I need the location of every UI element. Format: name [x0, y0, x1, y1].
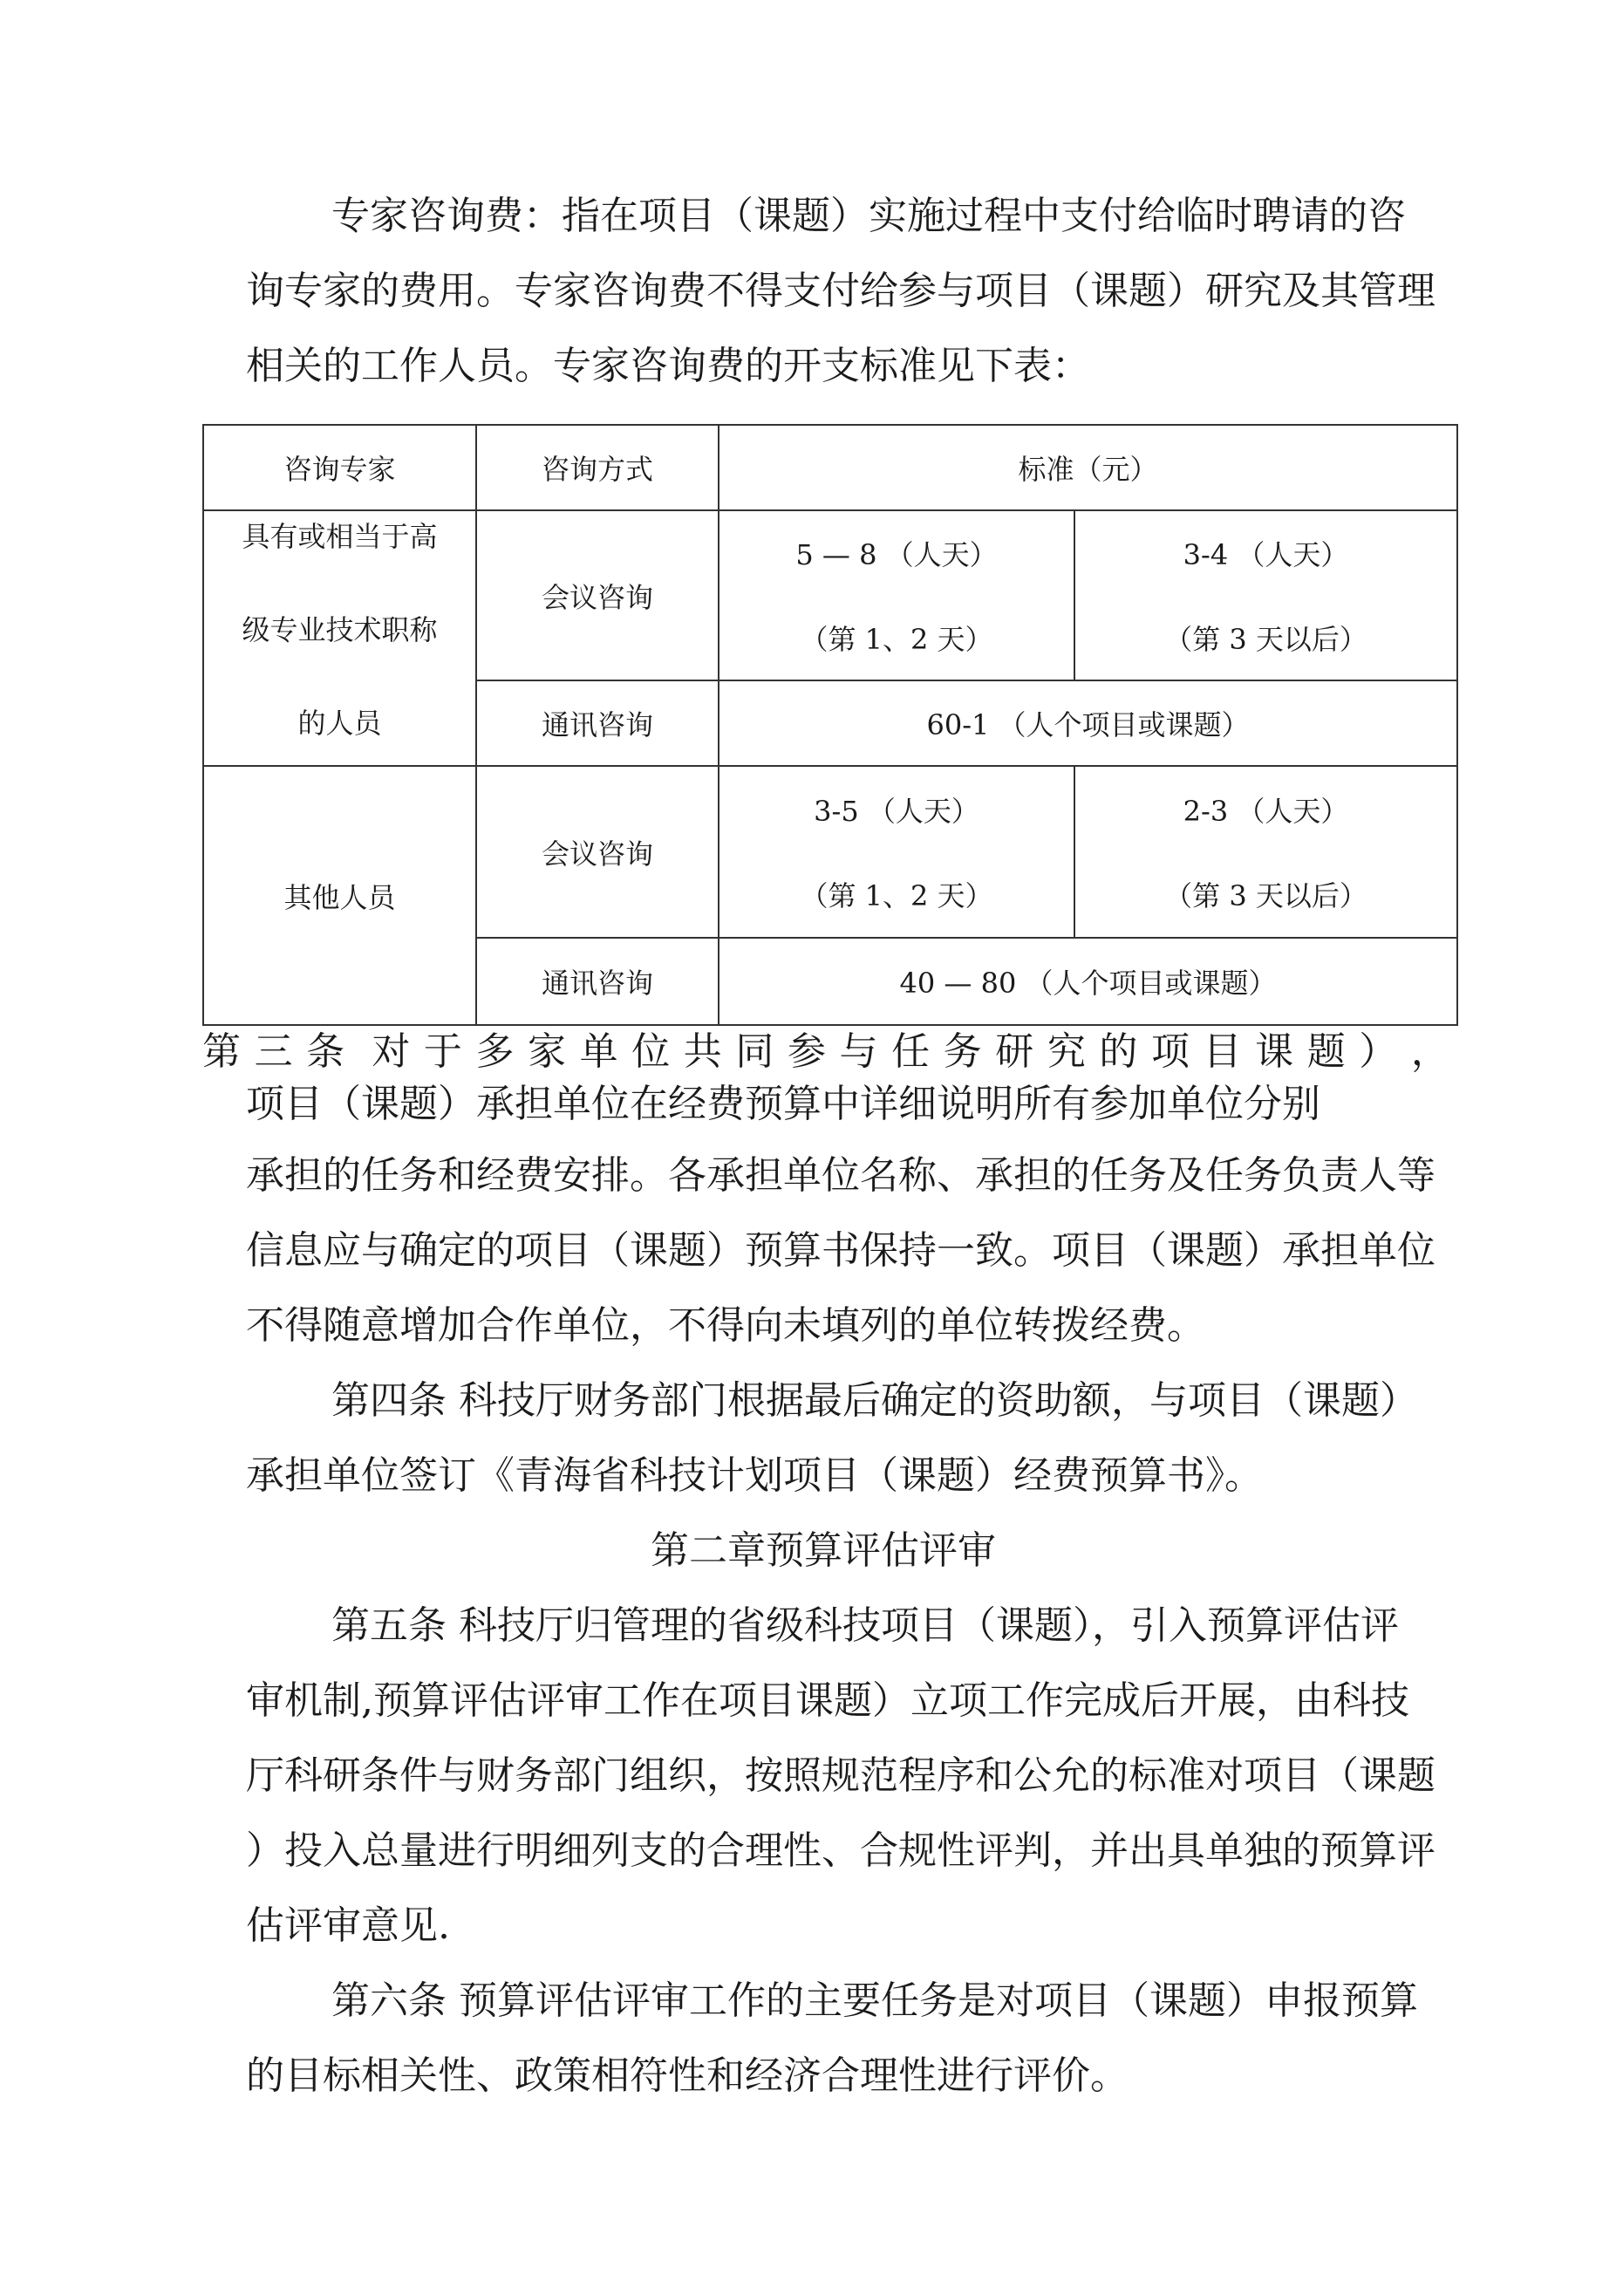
art3-char: 题 — [1306, 1029, 1346, 1074]
art3-char: 第 — [202, 1029, 241, 1074]
art3-char: 任 — [891, 1029, 931, 1074]
article-5-line-3: 厅科研条件与财务部门组织，按照规范程序和公允的标准对项目（课题 — [246, 1753, 1435, 1798]
art3-char: 究 — [1047, 1029, 1086, 1074]
header-expert: 咨询专家 — [203, 425, 476, 510]
other-meeting-first-note: （第 1、2 天） — [800, 879, 993, 913]
other-comm-value: 40 — 80 （人个项目或课题） — [719, 938, 1457, 1025]
art3-char: 参 — [787, 1029, 826, 1074]
art3-char: 于 — [423, 1029, 462, 1074]
article-6-line-1: 第六条 预算评估评审工作的主要任务是对项目（课题）申报预算 — [331, 1978, 1418, 2023]
senior-meeting-first-note: （第 1、2 天） — [800, 622, 993, 656]
expert-senior-line-3: 的人员 — [297, 707, 382, 740]
article-3-line-3: 承担的任务和经费安排。各承担单位名称、承担的任务及任务负责人等 — [246, 1153, 1435, 1198]
senior-comm-value: 60-1 （人个项目或课题） — [719, 680, 1457, 766]
art3-char: 对 — [372, 1029, 411, 1074]
method-comm-2: 通讯咨询 — [476, 938, 719, 1025]
article-5-line-1: 第五条 科技厅归管理的省级科技项目（课题），引入预算评估评 — [331, 1603, 1399, 1648]
article-4-line-1: 第四条 科技厅财务部门根据最后确定的资助额，与项目（课题） — [331, 1378, 1418, 1423]
other-meeting-later-note: （第 3 天以后） — [1164, 879, 1367, 913]
art3-char: 的 — [1099, 1029, 1138, 1074]
art3-char: 课 — [1255, 1029, 1294, 1074]
article-5-line-4: ）投入总量进行明细列支的合理性、合规性评判，并出具单独的预算评 — [246, 1828, 1435, 1873]
consult-fee-line-3: 相关的工作人员。专家咨询费的开支标准见下表： — [246, 344, 1090, 388]
article-5-line-2: 审机制,预算评估评审工作在项目课题）立项工作完成后开展，由科技 — [246, 1678, 1409, 1723]
art3-char: 目 — [1203, 1029, 1242, 1074]
senior-meeting-first — [719, 510, 1074, 680]
senior-meeting-first-value: 5 — 8 （人天） — [795, 538, 998, 572]
article-3-line-5: 不得随意增加合作单位，不得向未填列的单位转拨经费。 — [246, 1303, 1205, 1348]
article-3-heading-line — [202, 1026, 1449, 1078]
senior-meeting-later — [1074, 510, 1457, 680]
senior-meeting-later-value: 3-4 （人天） — [1183, 538, 1349, 572]
other-meeting-first-value: 3-5 （人天） — [814, 794, 979, 828]
article-5-line-5: 估评审意见. — [246, 1903, 450, 1948]
article-4-line-2: 承担单位签订《青海省科技计划项目（课题）经费预算书》。 — [246, 1453, 1263, 1498]
art3-char: 同 — [735, 1029, 774, 1074]
expert-senior-line-2: 级专业技术职称 — [242, 613, 438, 646]
chapter-2-title: 第二章预算评估评审 — [651, 1528, 996, 1573]
art3-char: 共 — [683, 1029, 722, 1074]
other-meeting-later-value: 2-3 （人天） — [1183, 794, 1349, 828]
consult-fee-table — [202, 424, 1458, 1026]
article-6-line-2: 的目标相关性、政策相符性和经济合理性进行评价。 — [246, 2053, 1129, 2098]
senior-meeting-later-note: （第 3 天以后） — [1164, 622, 1367, 656]
expert-senior-line-1: 具有或相当于高 — [242, 520, 438, 553]
header-method: 咨询方式 — [476, 425, 719, 510]
art3-char: 多 — [475, 1029, 515, 1074]
article-3-line-2: 项目（课题）承担单位在经费预算中详细说明所有参加单位分别 — [246, 1082, 1320, 1126]
art3-char: 条 — [306, 1029, 345, 1074]
art3-char: 与 — [839, 1029, 878, 1074]
art3-char: 家 — [528, 1029, 567, 1074]
other-meeting-later — [1074, 766, 1457, 938]
article-3-line-4: 信息应与确定的项目（课题）预算书保持一致。项目（课题）承担单位 — [246, 1228, 1435, 1273]
art3-char: ） — [1359, 1029, 1398, 1074]
method-meeting: 会议咨询 — [476, 510, 719, 680]
method-meeting-2: 会议咨询 — [476, 766, 719, 938]
art3-char: 位 — [631, 1029, 671, 1074]
header-standard: 标准（元） — [719, 425, 1457, 510]
method-comm: 通讯咨询 — [476, 680, 719, 766]
expert-other: 其他人员 — [203, 766, 476, 1025]
art3-char: 项 — [1150, 1029, 1190, 1074]
art3-char: 单 — [579, 1029, 618, 1074]
consult-fee-line-2: 询专家的费用。专家咨询费不得支付给参与项目（课题）研究及其管理 — [246, 269, 1435, 313]
art3-char: 三 — [254, 1029, 293, 1074]
other-meeting-first — [719, 766, 1074, 938]
art3-char: 务 — [943, 1029, 982, 1074]
art3-char: 研 — [995, 1029, 1034, 1074]
consult-fee-line-1: 专家咨询费：指在项目（课题）实施过程中支付给临时聘请的咨 — [331, 194, 1406, 238]
expert-senior — [203, 510, 476, 766]
art3-char: ， — [1410, 1029, 1449, 1074]
